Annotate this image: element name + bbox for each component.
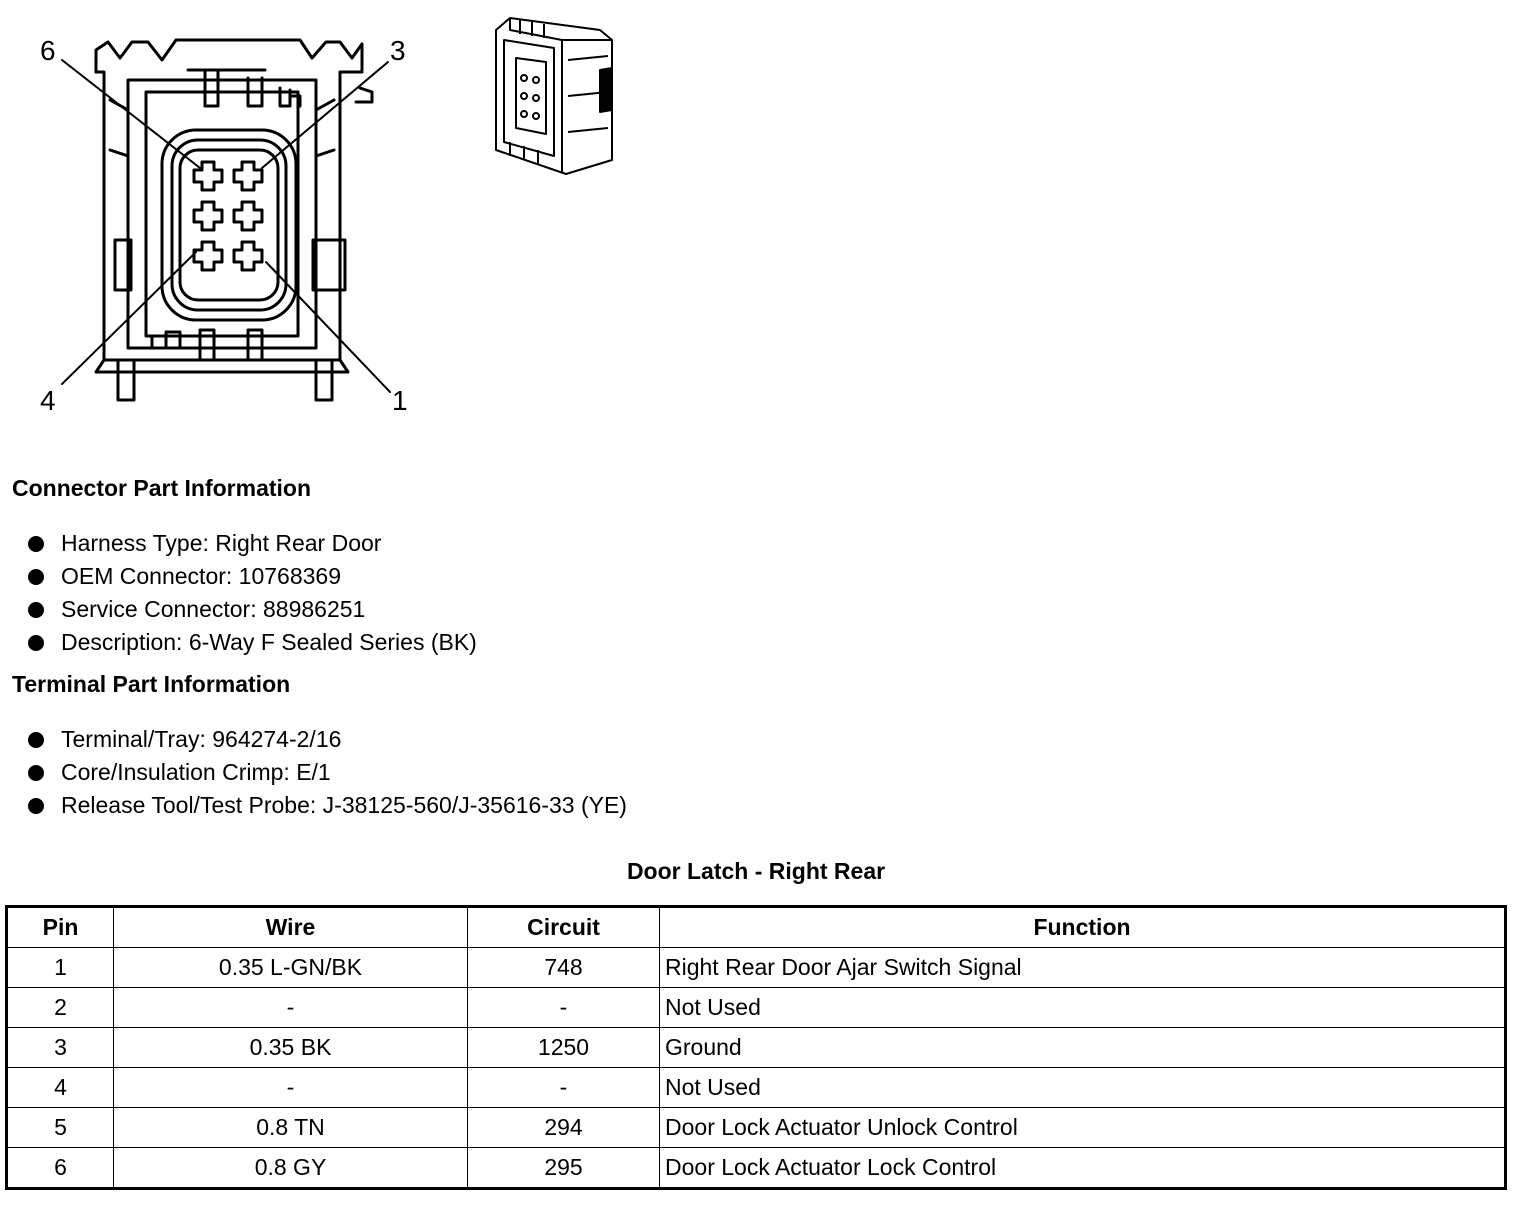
wire-cell: 0.8 GY bbox=[114, 1148, 468, 1189]
table-row bbox=[7, 1068, 1506, 1108]
terminal-part-info-list bbox=[28, 723, 627, 822]
circuit-cell: - bbox=[468, 1068, 660, 1108]
bullet-icon bbox=[28, 569, 44, 585]
list-item: Release Tool/Test Probe: J-38125-560/J-35616-33 (YE) bbox=[28, 789, 627, 822]
function-cell: Right Rear Door Ajar Switch Signal bbox=[660, 948, 1506, 988]
wire-cell: - bbox=[114, 1068, 468, 1108]
pin-table bbox=[5, 905, 1507, 1190]
bullet-icon bbox=[28, 732, 44, 748]
column-header-pin: Pin bbox=[7, 907, 114, 948]
circuit-cell: - bbox=[468, 988, 660, 1028]
pin-cell: 1 bbox=[7, 948, 114, 988]
function-cell: Door Lock Actuator Lock Control bbox=[660, 1148, 1506, 1189]
table-row bbox=[7, 1108, 1506, 1148]
table-row bbox=[7, 948, 1506, 988]
circuit-cell: 294 bbox=[468, 1108, 660, 1148]
list-item: Service Connector: 88986251 bbox=[28, 593, 477, 626]
wire-cell: 0.8 TN bbox=[114, 1108, 468, 1148]
pin-cell: 4 bbox=[7, 1068, 114, 1108]
table-row bbox=[7, 1028, 1506, 1068]
connector-part-info-list bbox=[28, 527, 477, 659]
list-item: Harness Type: Right Rear Door bbox=[28, 527, 477, 560]
terminal-part-info-heading: Terminal Part Information bbox=[12, 671, 291, 697]
wire-cell: - bbox=[114, 988, 468, 1028]
bullet-icon bbox=[28, 602, 44, 618]
wire-cell: 0.35 BK bbox=[114, 1028, 468, 1068]
table-title: Door Latch - Right Rear bbox=[626, 858, 886, 884]
bullet-icon bbox=[28, 798, 44, 814]
connector-face-diagram bbox=[0, 0, 440, 440]
list-item: Core/Insulation Crimp: E/1 bbox=[28, 756, 627, 789]
bullet-icon bbox=[28, 536, 44, 552]
column-header-circuit: Circuit bbox=[468, 907, 660, 948]
pin-callout-3: 3 bbox=[390, 35, 406, 66]
circuit-cell: 1250 bbox=[468, 1028, 660, 1068]
table-row bbox=[7, 988, 1506, 1028]
list-item: Description: 6-Way F Sealed Series (BK) bbox=[28, 626, 477, 659]
function-cell: Not Used bbox=[660, 988, 1506, 1028]
circuit-cell: 295 bbox=[468, 1148, 660, 1189]
function-cell: Door Lock Actuator Unlock Control bbox=[660, 1108, 1506, 1148]
pin-callout-4: 4 bbox=[40, 385, 56, 416]
bullet-icon bbox=[28, 765, 44, 781]
wire-cell: 0.35 L-GN/BK bbox=[114, 948, 468, 988]
function-cell: Not Used bbox=[660, 1068, 1506, 1108]
list-item: OEM Connector: 10768369 bbox=[28, 560, 477, 593]
bullet-icon bbox=[28, 635, 44, 651]
pin-cell: 3 bbox=[7, 1028, 114, 1068]
pin-callout-1: 1 bbox=[392, 385, 408, 416]
column-header-wire: Wire bbox=[114, 907, 468, 948]
table-row bbox=[7, 1148, 1506, 1189]
table-header-row bbox=[7, 907, 1506, 948]
pin-callout-6: 6 bbox=[40, 35, 56, 66]
connector-isometric-diagram bbox=[480, 0, 640, 190]
pin-cell: 5 bbox=[7, 1108, 114, 1148]
column-header-function: Function bbox=[660, 907, 1506, 948]
pin-cell: 2 bbox=[7, 988, 114, 1028]
list-item: Terminal/Tray: 964274-2/16 bbox=[28, 723, 627, 756]
circuit-cell: 748 bbox=[468, 948, 660, 988]
connector-part-info-heading: Connector Part Information bbox=[12, 475, 312, 501]
pin-cell: 6 bbox=[7, 1148, 114, 1189]
function-cell: Ground bbox=[660, 1028, 1506, 1068]
